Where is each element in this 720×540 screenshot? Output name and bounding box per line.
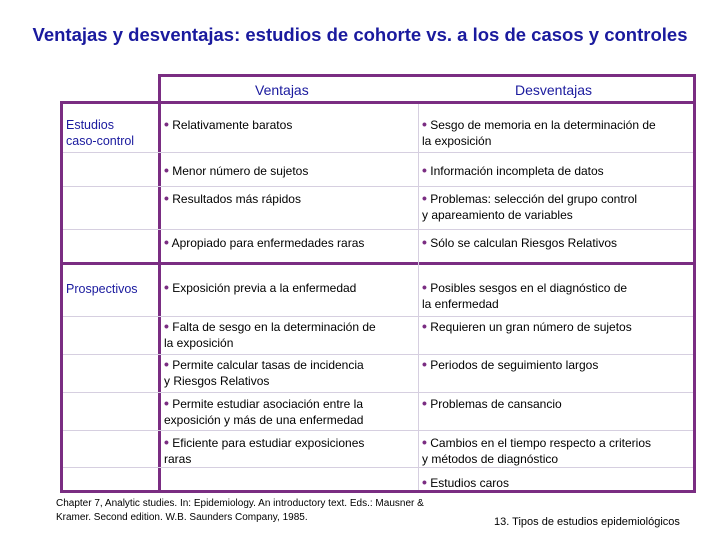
disadvantage-item: • Periodos de seguimiento largos bbox=[422, 356, 599, 372]
bullet-icon: • bbox=[422, 279, 427, 295]
bullet-icon: • bbox=[164, 190, 169, 206]
bullet-icon: • bbox=[422, 434, 427, 450]
bullet-icon: • bbox=[422, 162, 427, 178]
bullet-icon: • bbox=[422, 474, 427, 490]
bullet-icon: • bbox=[164, 116, 169, 132]
disadvantage-item: • Sesgo de memoria en la determinación de la exposición bbox=[422, 116, 656, 148]
bullet-icon: • bbox=[164, 356, 169, 372]
bullet-icon: • bbox=[164, 434, 169, 450]
disadvantage-item: • Problemas de cansancio bbox=[422, 395, 562, 411]
slide-title: Ventajas y desventajas: estudios de cohorte vs. a los de casos y controles bbox=[32, 24, 688, 45]
advantage-item: • Resultados más rápidos bbox=[164, 190, 301, 206]
group-label-caso-control: Estudios caso-control bbox=[66, 118, 135, 148]
disadvantage-item: • Problemas: selección del grupo control y apareamiento de variables bbox=[422, 190, 638, 222]
bullet-icon: • bbox=[164, 162, 169, 178]
bullet-icon: • bbox=[164, 279, 169, 295]
header-desventajas: Desventajas bbox=[515, 82, 593, 98]
advantage-item: • Permite estudiar asociación entre la exposición y más de una enfermedad bbox=[164, 395, 364, 427]
advantage-item: • Exposición previa a la enfermedad bbox=[164, 279, 357, 295]
advantage-item: • Menor número de sujetos bbox=[164, 162, 309, 178]
disadvantage-item: • Sólo se calculan Riesgos Relativos bbox=[422, 234, 618, 250]
header-ventajas: Ventajas bbox=[255, 82, 309, 98]
disadvantage-item: • Posibles sesgos en el diagnóstico de la enfermedad bbox=[422, 279, 628, 311]
disadvantage-item: • Requieren un gran número de sujetos bbox=[422, 318, 632, 334]
group-label-prospectivos: Prospectivos bbox=[66, 282, 138, 296]
bullet-icon: • bbox=[164, 234, 169, 250]
bullet-icon: • bbox=[422, 190, 427, 206]
disadvantage-item: • Cambios en el tiempo respecto a criterios y métodos de diagnóstico bbox=[422, 434, 652, 466]
advantage-item: • Falta de sesgo en la determinación de la exposición bbox=[164, 318, 376, 350]
bullet-icon: • bbox=[422, 395, 427, 411]
bullet-icon: • bbox=[164, 318, 169, 334]
bullet-icon: • bbox=[422, 356, 427, 372]
disadvantage-item: • Estudios caros bbox=[422, 474, 509, 490]
advantage-item: • Apropiado para enfermedades raras bbox=[164, 234, 365, 250]
bullet-icon: • bbox=[422, 116, 427, 132]
bullet-icon: • bbox=[422, 234, 427, 250]
disadvantage-item: • Información incompleta de datos bbox=[422, 162, 604, 178]
slide-reference: 13. Tipos de estudios epidemiológicos bbox=[494, 516, 680, 528]
bullet-icon: • bbox=[422, 318, 427, 334]
advantage-item: • Eficiente para estudiar exposiciones raras bbox=[164, 434, 365, 466]
advantage-item: • Permite calcular tasas de incidencia y Riesgos Relativos bbox=[164, 356, 364, 388]
citation: Chapter 7, Analytic studies. In: Epidemiology. An introductory text. Eds.: Mausner & Kramer. Second edition. W.B. Saunders Company, 1985. bbox=[56, 498, 424, 523]
advantage-item: • Relativamente baratos bbox=[164, 116, 293, 132]
bullet-icon: • bbox=[164, 395, 169, 411]
